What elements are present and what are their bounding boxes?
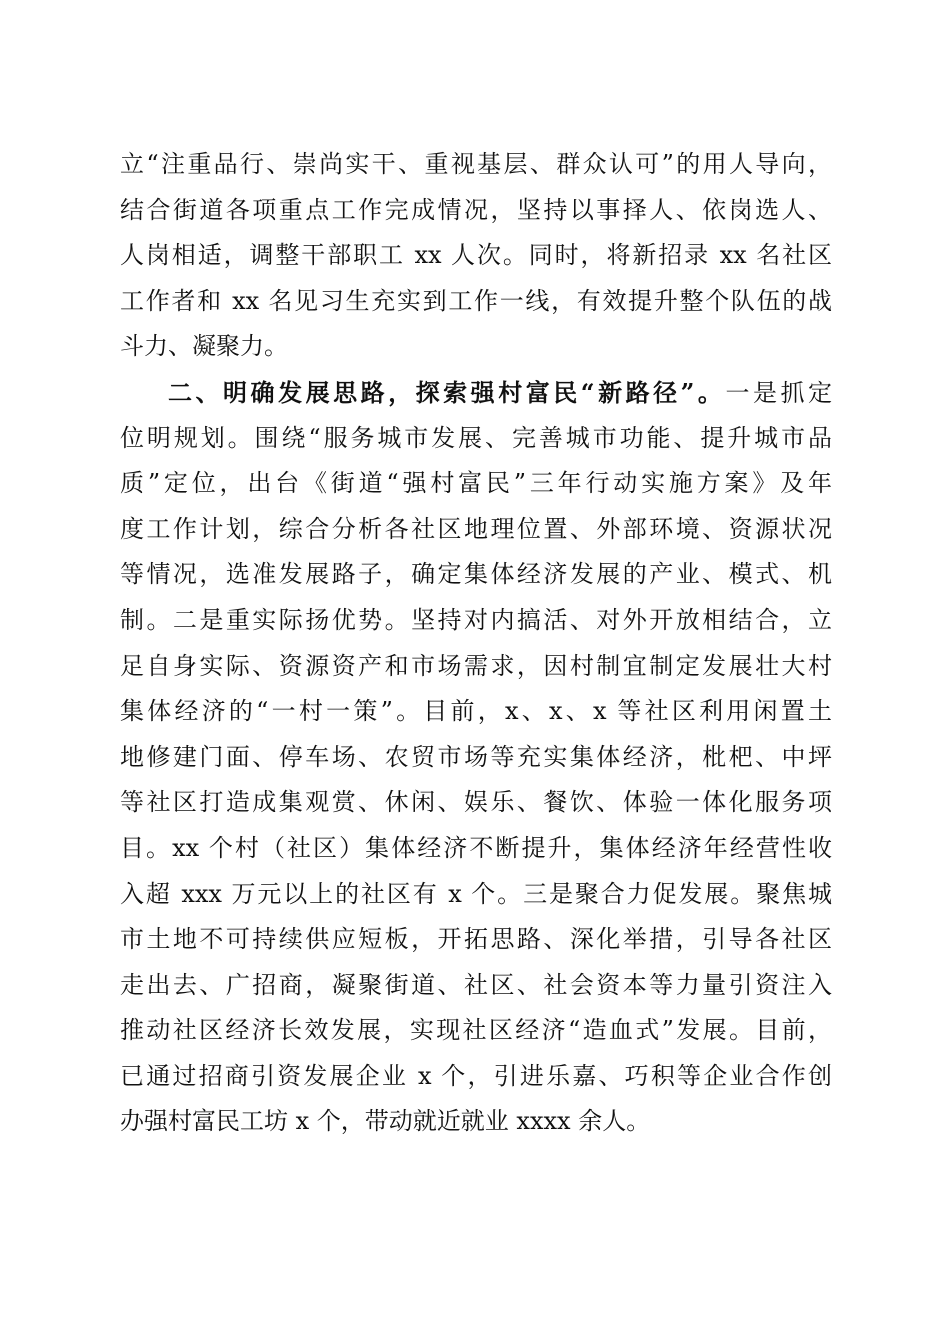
document-body <box>120 142 832 1145</box>
text-line: 人岗相适，调整干部职工 xx 人次。同时，将新招录 xx 名社区 <box>120 241 832 270</box>
section-heading: 二、明确发展思路，探索强村富民“新路径”。 <box>168 377 726 407</box>
text-fragment: 一是抓定 <box>725 378 832 407</box>
text-line: 质”定位，出台《街道“强村富民”三年行动实施方案》及年 <box>120 469 832 498</box>
text-line: 制。二是重实际扬优势。坚持对内搞活、对外开放相结合，立 <box>120 605 832 634</box>
text-line: 地修建门面、停车场、农贸市场等充实集体经济，枇杷、中坪 <box>120 742 832 771</box>
text-line: 位明规划。围绕“服务城市发展、完善城市功能、提升城市品 <box>120 423 832 452</box>
text-line: 等社区打造成集观赏、休闲、娱乐、餐饮、体验一体化服务项 <box>120 788 832 817</box>
text-line: 斗力、凝聚力。 <box>120 332 288 361</box>
text-line: 度工作计划，综合分析各社区地理位置、外部环境、资源状况 <box>120 514 832 543</box>
text-line: 已通过招商引资发展企业 x 个，引进乐嘉、巧积等企业合作创 <box>120 1061 832 1090</box>
text-line: 目。xx 个村（社区）集体经济不断提升，集体经济年经营性收 <box>120 833 832 862</box>
text-line: 结合街道各项重点工作完成情况，坚持以事择人、依岗选人、 <box>120 195 832 224</box>
text-line: 入超 xxx 万元以上的社区有 x 个。三是聚合力促发展。聚焦城 <box>120 879 832 908</box>
text-line: 集体经济的“一村一策”。目前，x、x、x 等社区利用闲置土 <box>120 697 832 726</box>
text-line: 市土地不可持续供应短板，开拓思路、深化举措，引导各社区 <box>120 925 832 954</box>
text-line: 走出去、广招商，凝聚街道、社区、社会资本等力量引资注入 <box>120 970 832 999</box>
text-line: 立“注重品行、崇尚实干、重视基层、群众认可”的用人导向， <box>120 150 832 178</box>
section-heading-line <box>120 370 832 416</box>
text-line: 办强村富民工坊 x 个，带动就近就业 xxxx 余人。 <box>120 1107 651 1136</box>
text-line: 等情况，选准发展路子，确定集体经济发展的产业、模式、机 <box>120 560 832 589</box>
text-line: 足自身实际、资源资产和市场需求，因村制宜制定发展壮大村 <box>120 651 832 680</box>
text-line: 工作者和 xx 名见习生充实到工作一线，有效提升整个队伍的战 <box>120 286 832 315</box>
text-line: 推动社区经济长效发展，实现社区经济“造血式”发展。目前， <box>120 1016 832 1045</box>
